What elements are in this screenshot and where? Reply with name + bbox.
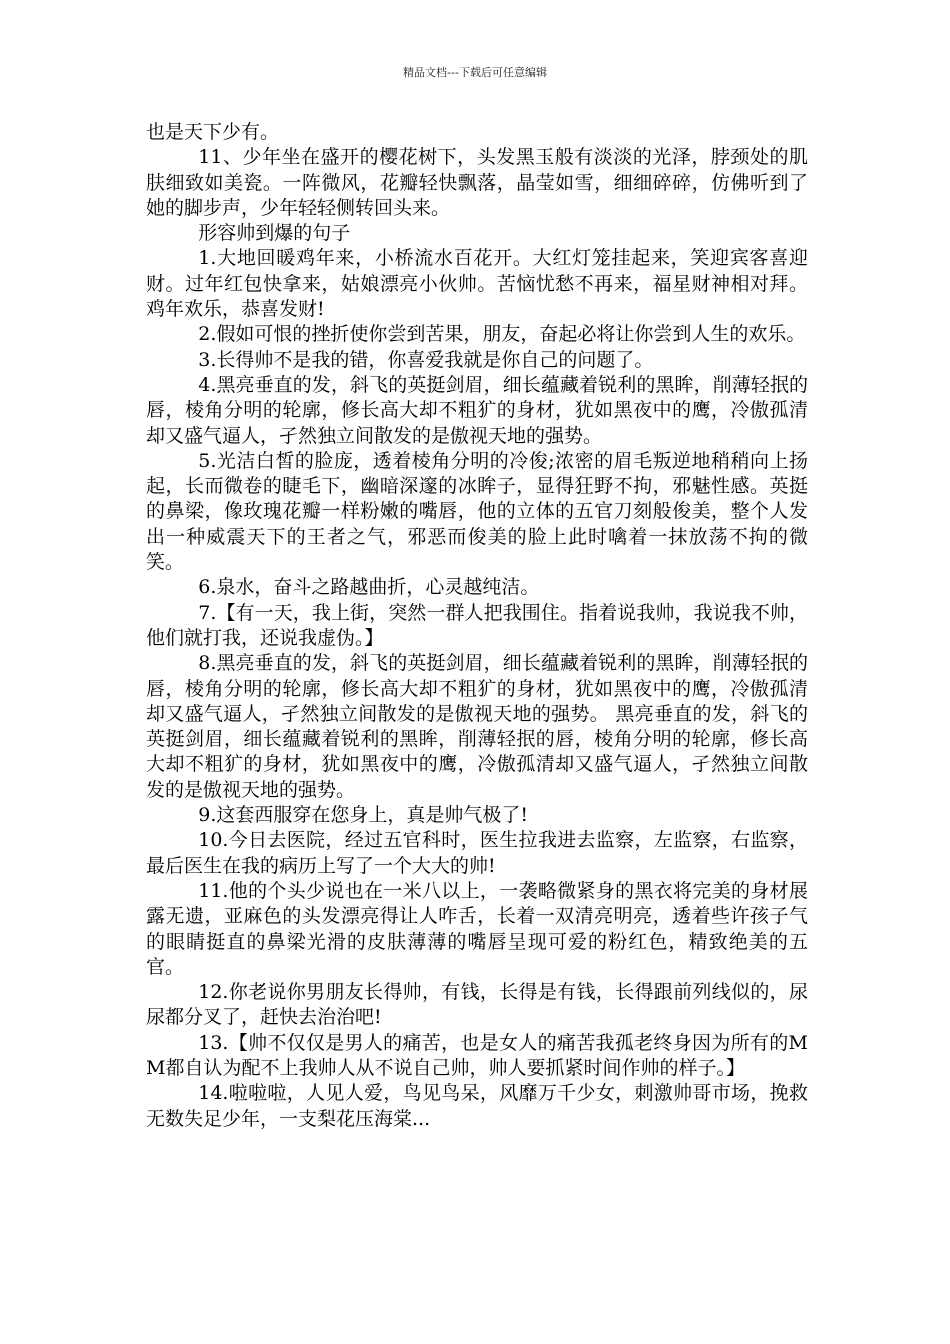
paragraph: 11.他的个头少说也在一米八以上，一袭略微紧身的黑衣将完美的身材展露无遗，亚麻色的头发漂亮得让人咋舌，长着一双清亮明亮，透着些许孩子气的眼睛挺直的鼻梁光滑的皮肤薄薄的嘴唇呈现可爱的粉红色，精致绝美的五官。 xyxy=(146,879,808,978)
paragraph: 4.黑亮垂直的发，斜飞的英挺剑眉，细长蕴藏着锐利的黑眸，削薄轻抿的唇，棱角分明的轮廓，修长高大却不粗犷的身材，犹如黑夜中的鹰，冷傲孤清却又盛气逼人，孑然独立间散发的是傲视天地的强势。 xyxy=(146,373,808,447)
page-header: 精品文档---下载后可任意编辑 xyxy=(403,66,547,79)
paragraph: 6.泉水，奋斗之路越曲折，心灵越纯洁。 xyxy=(198,576,540,599)
paragraph: 1.大地回暖鸡年来，小桥流水百花开。大红灯笼挂起来，笑迎宾客喜迎财。过年红包快拿来，姑娘漂亮小伙帅。苦恼忧愁不再来，福星财神相对拜。鸡年欢乐，恭喜发财! xyxy=(146,247,808,321)
paragraph: 13.【帅不仅仅是男人的痛苦，也是女人的痛苦我孤老终身因为所有的MM都自认为配不上我帅人从不说自己帅，帅人要抓紧时间作帅的样子。】 xyxy=(146,1031,808,1079)
paragraph: 7.【有一天，我上街，突然一群人把我围住。指着说我帅，我说我不帅，他们就打我，还说我虚伪。】 xyxy=(146,601,808,649)
paragraph: 10.今日去医院，经过五官科时，医生拉我进去监察，左监察，右监察，最后医生在我的病历上写了一个大大的帅! xyxy=(146,829,808,877)
paragraph: 11、少年坐在盛开的樱花树下，头发黑玉般有淡淡的光泽，脖颈处的肌肤细致如美瓷。一阵微风，花瓣轻快飘落，晶莹如雪，细细碎碎，仿佛听到了她的脚步声，少年轻轻侧转回头来。 xyxy=(146,146,808,219)
paragraph: 12.你老说你男朋友长得帅，有钱，长得是有钱，长得跟前列线似的，尿尿都分叉了，赶快去治治吧! xyxy=(146,981,808,1029)
paragraph: 5.光洁白皙的脸庞，透着棱角分明的冷俊;浓密的眉毛叛逆地稍稍向上扬起，长而微卷的睫毛下，幽暗深邃的冰眸子，显得狂野不拘，邪魅性感。英挺的鼻梁，像玫瑰花瓣一样粉嫩的嘴唇，他的立体的五官刀刻般俊美，整个人发出一种威震天下的王者之气，邪恶而俊美的脸上此时噙着一抹放荡不拘的微笑。 xyxy=(146,449,808,574)
document-body xyxy=(146,120,808,1132)
paragraph: 14.啦啦啦，人见人爱，鸟见鸟呆，风靡万千少女，刺激帅哥市场，挽救无数失足少年，一支梨花压海棠... xyxy=(146,1082,808,1130)
paragraph: 2.假如可恨的挫折使你尝到苦果，朋友，奋起必将让你尝到人生的欢乐。 xyxy=(198,323,806,346)
paragraph: 也是天下少有。 xyxy=(146,121,280,143)
section-heading: 形容帅到爆的句子 xyxy=(198,222,351,245)
paragraph: 8.黑亮垂直的发，斜飞的英挺剑眉，细长蕴藏着锐利的黑眸，削薄轻抿的唇，棱角分明的轮廓，修长高大却不粗犷的身材，犹如黑夜中的鹰，冷傲孤清却又盛气逼人，孑然独立间散发的是傲视天地的强势。 黑亮垂直的发，斜飞的英挺剑眉，细长蕴藏着锐利的黑眸，削薄轻抿的唇，棱角分明的轮廓，修长高大却不粗犷的身材，犹如黑夜中的鹰，冷傲孤清却又盛气逼人，孑然独立间散发的是傲视天地的强势。 xyxy=(146,652,808,801)
paragraph: 9.这套西服穿在您身上，真是帅气极了! xyxy=(198,804,529,827)
paragraph: 3.长得帅不是我的错，你喜爱我就是你自己的问题了。 xyxy=(198,348,654,371)
